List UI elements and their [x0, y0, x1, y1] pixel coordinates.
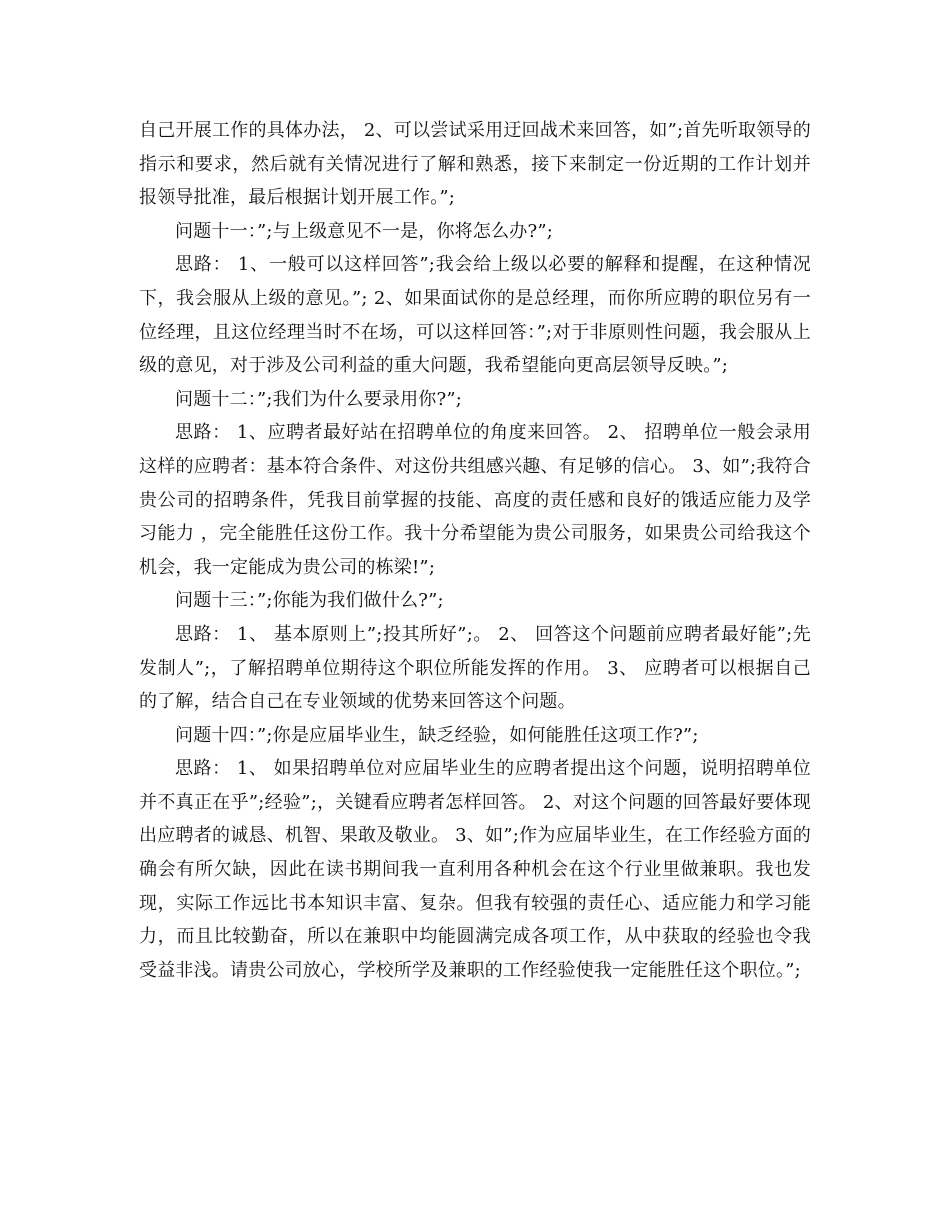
question-fourteen-heading: 问题十四：”;你是应届毕业生，缺乏经验，如何能胜任这项工作?”; [175, 724, 699, 746]
question-thirteen-heading: 问题十三：”;你能为我们做什么?”; [175, 590, 444, 612]
document-body [139, 114, 811, 987]
question-thirteen-answer: 思路： 1、 基本原则上”;投其所好”;。 2、 回答这个问题前应聘者最好能”;先发制人”;，了解招聘单位期待这个职位所能发挥的作用。 3、 应聘者可以根据自己的了解，结合自己在专业领域的优势来回答这个问题。 [139, 623, 811, 713]
question-twelve-answer: 思路： 1、应聘者最好站在招聘单位的角度来回答。 2、 招聘单位一般会录用这样的应聘者：基本符合条件、对这份共组感兴趣、有足够的信心。 3、如”;我符合贵公司的招聘条件，凭我目前掌握的技能、高度的责任感和良好的饿适应能力及学习能力 ，完全能胜任这份工作。我十分希望能为贵公司服务，如果贵公司给我这个机会，我一定能成为贵公司的栋梁!”; [139, 422, 811, 578]
question-twelve-heading: 问题十二：”;我们为什么要录用你?”; [175, 388, 462, 410]
question-eleven-heading: 问题十一：”;与上级意见不一是，你将怎么办?”; [175, 220, 553, 242]
question-eleven-answer: 思路： 1、一般可以这样回答”;我会给上级以必要的解释和提醒，在这种情况下，我会服从上级的意见。”; 2、如果面试你的是总经理，而你所应聘的职位另有一位经理，且这位经理当时不在场，可以这样回答：”;对于非原则性问题，我会服从上级的意见，对于涉及公司利益的重大问题，我希望能向更高层领导反映。”; [139, 254, 811, 377]
question-fourteen-answer: 思路： 1、 如果招聘单位对应届毕业生的应聘者提出这个问题，说明招聘单位并不真正在乎”;经验”;，关键看应聘者怎样回答。 2、对这个问题的回答最好要体现出应聘者的诚恳、机智、果敢及敬业。 3、如”;作为应届毕业生，在工作经验方面的确会有所欠缺，因此在读书期间我一直利用各种机会在这个行业里做兼职。我也发现，实际工作远比书本知识丰富、复杂。但我有较强的责任心、适应能力和学习能力，而且比较勤奋，所以在兼职中均能圆满完成各项工作，从中获取的经验也令我受益非浅。请贵公司放心，学校所学及兼职的工作经验使我一定能胜任这个职位。”; [139, 758, 811, 981]
paragraph-continuation: 自己开展工作的具体办法， 2、可以尝试采用迂回战术来回答，如”;首先听取领导的指示和要求，然后就有关情况进行了解和熟悉，接下来制定一份近期的工作计划并报领导批准，最后根据计划开展工作。”; [139, 120, 811, 209]
